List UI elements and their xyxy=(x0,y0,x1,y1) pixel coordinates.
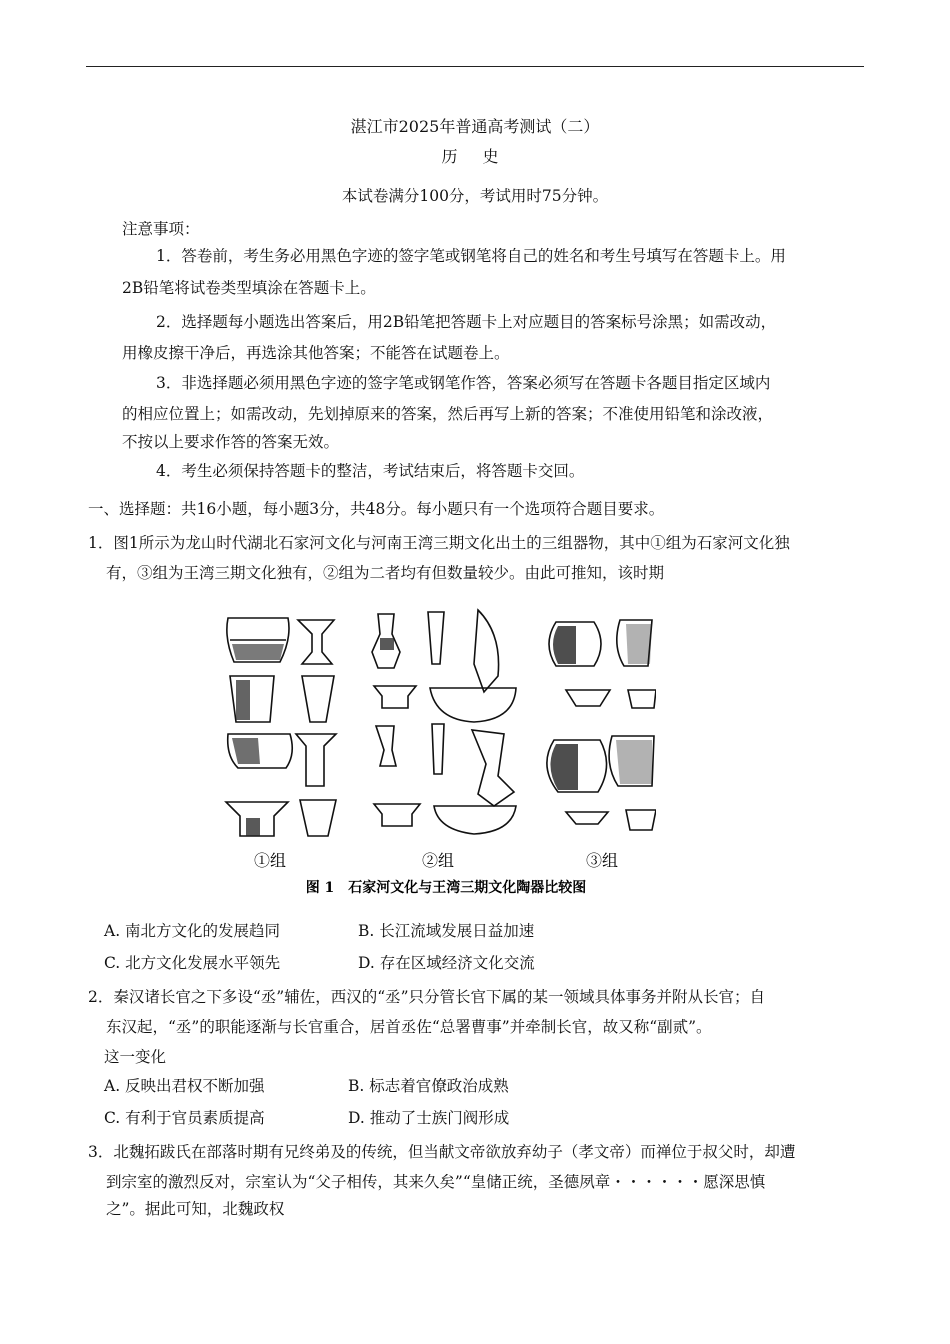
pottery-vessel xyxy=(428,612,444,664)
question-3-stem: 3．北魏拓跋氏在部落时期有兄终弟及的传统，但当献文帝欲放弃幼子（孝文帝）而禅位于叔父时，却遭 xyxy=(88,1143,796,1161)
note-line: 用橡皮擦干净后，再选涂其他答案；不能答在试题卷上。 xyxy=(122,344,510,362)
question-1-stem: 有，③组为王湾三期文化独有，②组为二者均有但数量较少。由此可推知，该时期 xyxy=(106,564,665,582)
question-2-option-b[interactable]: B. 标志着官僚政治成熟 xyxy=(348,1077,509,1095)
pottery-vessel xyxy=(472,730,514,806)
question-2-option-c[interactable]: C. 有利于官员素质提高 xyxy=(104,1109,265,1127)
question-1-option-a[interactable]: A. 南北方文化的发展趋同 xyxy=(104,922,281,940)
pottery-vessel xyxy=(566,812,608,824)
note-line: 2．选择题每小题选出答案后，用2B铅笔把答题卡上对应题目的答案标号涂黑；如需改动， xyxy=(156,313,777,331)
note-line: 1．答卷前，考生务必用黑色字迹的签字笔或钢笔将自己的姓名和考生号填写在答题卡上。用 xyxy=(156,247,786,265)
pottery-vessel xyxy=(474,610,499,692)
pottery-vessel xyxy=(374,804,420,826)
question-3-stem: 之”。据此可知，北魏政权 xyxy=(106,1200,285,1218)
pottery-vessel xyxy=(434,806,516,834)
note-line: 3．非选择题必须用黑色字迹的签字笔或钢笔作答，答案必须写在答题卡各题目指定区域内 xyxy=(156,374,771,392)
group-2-label: ②组 xyxy=(421,851,455,870)
question-2-stem: 东汉起，“丞”的职能逐渐与长官重合，居首丞佐“总署曹事”并牵制长官，故又称“副贰”。 xyxy=(106,1018,712,1036)
question-1-option-d[interactable]: D. 存在区域经济文化交流 xyxy=(358,954,535,972)
exam-title: 湛江市2025年普通高考测试（二） xyxy=(350,117,600,136)
pottery-vessel xyxy=(430,688,516,722)
question-3-stem: 到宗室的激烈反对，宗室认为“父子相传，其来久矣”“皇储正统，圣德夙章・・・・・・愿深思慎 xyxy=(106,1173,766,1191)
question-2-stem: 这一变化 xyxy=(104,1048,167,1066)
pottery-vessel xyxy=(300,800,336,836)
pottery-vessel xyxy=(296,734,336,786)
top-rule xyxy=(86,66,864,67)
note-line: 不按以上要求作答的答案无效。 xyxy=(122,433,340,451)
section-heading: 一、选择题：共16小题，每小题3分，共48分。每小题只有一个选项符合题目要求。 xyxy=(88,500,665,518)
question-1-option-b[interactable]: B. 长江流域发展日益加速 xyxy=(358,922,535,940)
note-line: 4．考生必须保持答题卡的整洁，考试结束后，将答题卡交回。 xyxy=(156,462,585,480)
group-1-label: ①组 xyxy=(253,851,287,870)
pottery-vessel xyxy=(432,724,444,774)
note-line: 2B铅笔将试卷类型填涂在答题卡上。 xyxy=(122,279,376,297)
pottery-comparison-figure xyxy=(216,604,656,900)
figure-caption: 图 1 石家河文化与王湾三期文化陶器比较图 xyxy=(305,880,587,896)
pottery-vessel xyxy=(376,726,396,766)
pottery-vessel xyxy=(626,810,656,830)
question-2-option-d[interactable]: D. 推动了士族门阀形成 xyxy=(348,1109,510,1127)
question-1-option-c[interactable]: C. 北方文化发展水平领先 xyxy=(104,954,281,972)
pottery-vessel xyxy=(566,690,610,706)
notes-heading: 注意事项： xyxy=(122,220,200,238)
exam-info: 本试卷满分100分，考试用时75分钟。 xyxy=(341,187,609,205)
question-2-stem: 2．秦汉诸长官之下多设“丞”辅佐，西汉的“丞”只分管长官下属的某一领域具体事务并附从长官；自 xyxy=(88,988,766,1006)
pottery-drawings xyxy=(216,604,656,900)
pottery-vessel xyxy=(374,686,416,708)
pottery-vessel xyxy=(628,690,656,708)
subject-title: 历 史 xyxy=(441,147,509,166)
pottery-vessel xyxy=(302,676,334,722)
question-1-stem: 1．图1所示为龙山时代湖北石家河文化与河南王湾三期文化出土的三组器物，其中①组为石家河文化独 xyxy=(88,534,790,552)
pottery-vessel xyxy=(298,620,334,664)
note-line: 的相应位置上；如需改动，先划掉原来的答案，然后再写上新的答案；不准使用铅笔和涂改液， xyxy=(122,405,774,423)
group-3-label: ③组 xyxy=(585,851,619,870)
question-2-option-a[interactable]: A. 反映出君权不断加强 xyxy=(104,1077,265,1095)
